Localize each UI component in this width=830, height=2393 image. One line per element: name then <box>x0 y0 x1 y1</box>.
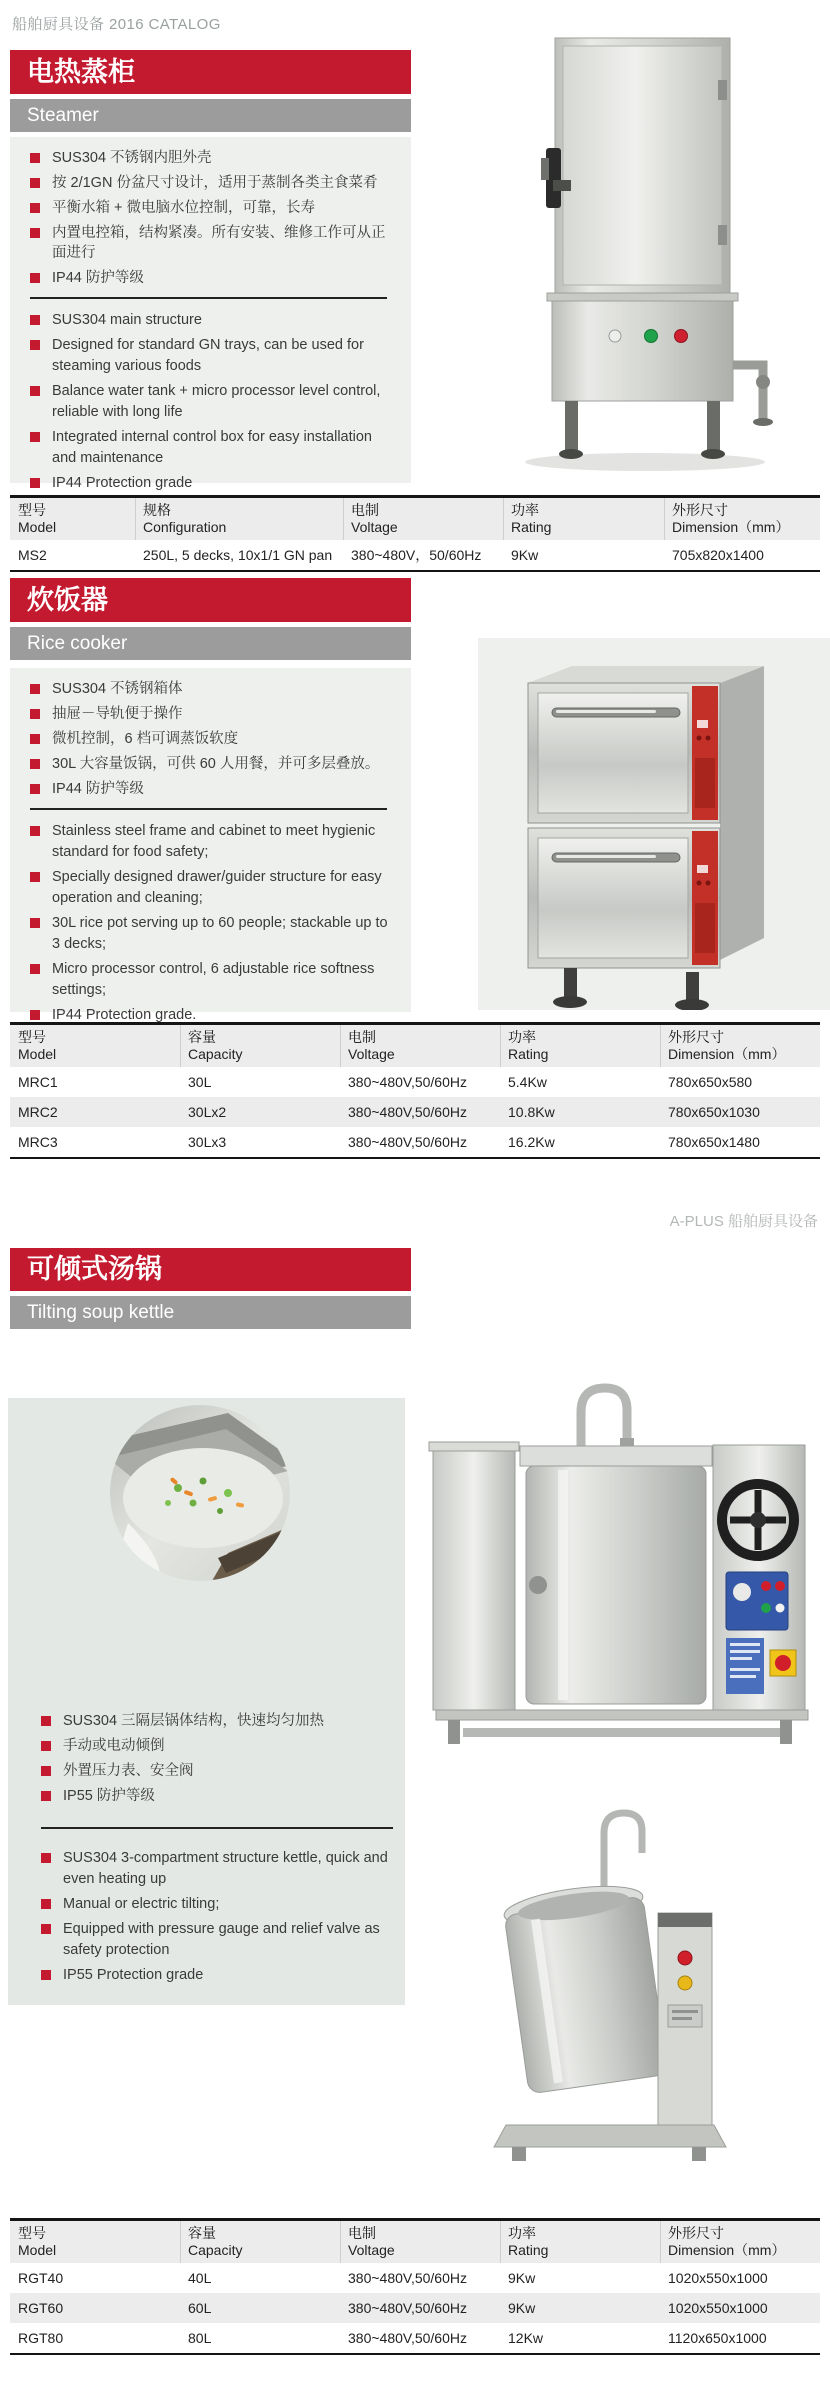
feature-item: 按 2/1GN 份盆尺寸设计，适用于蒸制各类主食菜肴 <box>30 173 399 193</box>
divider <box>30 297 387 299</box>
feature-item: IP44 防护等级 <box>30 268 399 288</box>
feature-item: Balance water tank + micro processor level control, reliable with long life <box>30 381 399 423</box>
table-row <box>10 2263 820 2293</box>
cell-capacity: 30L <box>188 1074 212 1090</box>
section-title-en-soup-kettle: Tilting soup kettle <box>10 1296 411 1329</box>
table-header-row <box>10 497 820 541</box>
column-header: 功率 Rating <box>500 2220 660 2264</box>
table-row <box>10 540 820 571</box>
feature-item: 手动或电动倾倒 <box>41 1736 393 1756</box>
cell-dimension: 1020x550x1000 <box>668 2270 768 2286</box>
feature-item: IP44 Protection grade. <box>30 1005 399 1026</box>
feature-panel-rice-cooker <box>10 668 411 1023</box>
table-row <box>10 1097 820 1127</box>
cell-dimension: 1020x550x1000 <box>668 2300 768 2316</box>
column-header: 外形尺寸 Dimension（mm） <box>660 2220 820 2264</box>
feature-panel-soup-kettle <box>8 1398 405 2005</box>
table-row <box>10 2293 820 2323</box>
feature-item: IP44 Protection grade <box>30 473 399 494</box>
cell-voltage: 380~480V,50/60Hz <box>348 2300 467 2316</box>
feature-item: Integrated internal control box for easy installation and maintenance <box>30 427 399 469</box>
feature-item: SUS304 不锈钢内胆外壳 <box>30 148 399 168</box>
cell-voltage: 380~480V,50/60Hz <box>348 2330 467 2346</box>
feature-item: Specially designed drawer/guider structure for easy operation and cleaning; <box>30 867 399 909</box>
section-title-cn-steamer: 电热蒸柜 <box>10 50 411 94</box>
column-header: 型号 Model <box>18 502 57 535</box>
feature-item: Equipped with pressure gauge and relief valve as safety protection <box>41 1919 393 1961</box>
spec-table-soup-kettle <box>10 2218 820 2355</box>
cell-rating: 16.2Kw <box>508 1134 555 1150</box>
cell-model: RGT40 <box>18 2270 64 2286</box>
cell-dimension: 1120x650x1000 <box>668 2330 767 2346</box>
cell-rating: 5.4Kw <box>508 1074 547 1090</box>
column-header: 电制 Voltage <box>340 2220 500 2264</box>
feature-item: 30L 大容量饭锅，可供 60 人用餐，并可多层叠放。 <box>30 754 399 774</box>
table-row <box>10 1127 820 1158</box>
brand-note: A-PLUS 船舶厨具设备 <box>669 1213 818 1230</box>
spec-table-steamer <box>10 495 820 572</box>
feature-item: Micro processor control, 6 adjustable rice softness settings; <box>30 959 399 1001</box>
page-header: 船舶厨具设备 2016 CATALOG <box>12 16 221 33</box>
cell-voltage: 380~480V，50/60Hz <box>351 547 482 563</box>
cell-capacity: 30Lx2 <box>188 1104 227 1120</box>
cell-model: MS2 <box>18 547 47 563</box>
rice-cooker-product-photo <box>478 638 830 1010</box>
feature-item: Stainless steel frame and cabinet to meet hygienic standard for food safety; <box>30 821 399 863</box>
cell-dimension: 780x650x1480 <box>668 1134 760 1150</box>
feature-list-en <box>41 1848 393 1990</box>
feature-item: 抽屉－导轨便于操作 <box>30 704 399 724</box>
cell-voltage: 380~480V,50/60Hz <box>348 1074 467 1090</box>
cell-capacity: 80L <box>188 2330 212 2346</box>
table-row <box>10 1067 820 1097</box>
feature-item: IP44 防护等级 <box>30 779 399 799</box>
column-header: 外形尺寸 Dimension（mm） <box>660 1024 820 1068</box>
cell-voltage: 380~480V,50/60Hz <box>348 1104 467 1120</box>
section-title-cn-rice-cooker: 炊饭器 <box>10 578 411 622</box>
feature-item: SUS304 3-compartment structure kettle, quick and even heating up <box>41 1848 393 1890</box>
column-header: 型号 Model <box>18 1029 57 1062</box>
feature-panel-steamer <box>10 137 411 491</box>
feature-item: SUS304 三隔层锅体结构，快速均匀加热 <box>41 1711 393 1731</box>
spec-table-rice-cooker <box>10 1022 820 1159</box>
soup-detail-photo <box>108 1403 293 1583</box>
column-header: 电制 Voltage <box>343 497 503 541</box>
cell-capacity: 60L <box>188 2300 212 2316</box>
section-title-en-rice-cooker: Rice cooker <box>10 627 411 660</box>
section-title-cn-soup-kettle: 可倾式汤锅 <box>10 1248 411 1291</box>
column-header: 功率 Rating <box>500 1024 660 1068</box>
feature-list-cn <box>30 679 399 799</box>
column-header: 容量 Capacity <box>180 1024 340 1068</box>
feature-item: 外置压力表、安全阀 <box>41 1761 393 1781</box>
feature-item: IP55 Protection grade <box>41 1965 393 1986</box>
cell-model: RGT80 <box>18 2330 64 2346</box>
feature-item: Manual or electric tilting; <box>41 1894 393 1915</box>
cell-model: MRC3 <box>18 1134 58 1150</box>
column-header: 规格 Configuration <box>135 497 343 541</box>
feature-item: SUS304 main structure <box>30 310 399 331</box>
cell-voltage: 380~480V,50/60Hz <box>348 2270 467 2286</box>
feature-list-en <box>30 821 399 1026</box>
cell-rating: 10.8Kw <box>508 1104 555 1120</box>
cell-rating: 9Kw <box>511 547 539 563</box>
table-row <box>10 2323 820 2354</box>
cell-rating: 9Kw <box>508 2300 536 2316</box>
column-header: 外形尺寸 Dimension（mm） <box>664 497 820 541</box>
cell-dimension: 780x650x580 <box>668 1074 753 1090</box>
column-header: 电制 Voltage <box>340 1024 500 1068</box>
cell-model: MRC2 <box>18 1104 58 1120</box>
cell-capacity: 40L <box>188 2270 212 2286</box>
table-header-row <box>10 1024 820 1068</box>
divider <box>30 808 387 810</box>
cell-rating: 12Kw <box>508 2330 544 2346</box>
column-header: 型号 Model <box>18 2225 57 2258</box>
cell-voltage: 380~480V,50/60Hz <box>348 1134 467 1150</box>
cell-model: MRC1 <box>18 1074 58 1090</box>
column-header: 容量 Capacity <box>180 2220 340 2264</box>
feature-item: 平衡水箱 + 微电脑水位控制，可靠，长寿 <box>30 198 399 218</box>
feature-list-en <box>30 310 399 494</box>
feature-item: SUS304 不锈钢箱体 <box>30 679 399 699</box>
cell-configuration: 250L, 5 decks, 10x1/1 GN pan <box>143 547 333 563</box>
feature-item: 微机控制，6 档可调蒸饭软度 <box>30 729 399 749</box>
cell-dimension: 780x650x1030 <box>668 1104 760 1120</box>
feature-item: IP55 防护等级 <box>41 1786 393 1806</box>
cell-rating: 9Kw <box>508 2270 536 2286</box>
tilting-kettle-product-photo-side <box>486 1795 736 2170</box>
cell-model: RGT60 <box>18 2300 64 2316</box>
cell-dimension: 705x820x1400 <box>672 547 764 563</box>
cell-capacity: 30Lx3 <box>188 1134 227 1150</box>
feature-list-cn <box>30 148 399 288</box>
divider <box>41 1827 393 1829</box>
feature-item: 内置电控箱，结构紧凑。所有安装、维修工作可从正面进行 <box>30 223 399 263</box>
feature-item: Designed for standard GN trays, can be used for steaming various foods <box>30 335 399 377</box>
column-header: 功率 Rating <box>503 497 664 541</box>
table-header-row <box>10 2220 820 2264</box>
section-title-en-steamer: Steamer <box>10 99 411 132</box>
steamer-product-photo <box>455 30 830 480</box>
tilting-kettle-product-photo-front <box>408 1350 830 1758</box>
feature-list-cn <box>41 1711 393 1811</box>
feature-item: 30L rice pot serving up to 60 people; stackable up to 3 decks; <box>30 913 399 955</box>
